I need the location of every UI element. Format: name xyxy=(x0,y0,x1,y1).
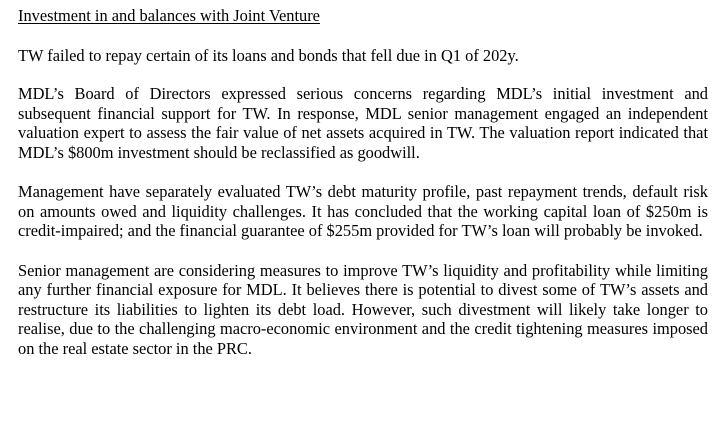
paragraph-management-evaluation: Management have separately evaluated TW’s debt maturity profile, past repayment trends, default risk on amounts owed and liquidity challenges. It has concluded that the working capital loan of $250m is credit-impaired; and the financial guarantee of $255m provided for TW’s loan will probably be invoked. xyxy=(18,182,708,240)
paragraph-improvement-measures: Senior management are considering measures to improve TW’s liquidity and profitability while limiting any further financial exposure for MDL. It believes there is potential to divest some of TW’s assets and restructure its liabilities to lighten its debt load. However, such divestment will likely take longer to realise, due to the challenging macro-economic environment and the credit tightening measures imposed on the real estate sector in the PRC. xyxy=(18,260,708,358)
section-heading: Investment in and balances with Joint Venture xyxy=(18,6,320,25)
document-body xyxy=(18,6,708,358)
paragraph-repayment-default: TW failed to repay certain of its loans and bonds that fell due in Q1 of 202y. xyxy=(18,45,519,65)
paragraph-board-concerns: MDL’s Board of Directors expressed serious concerns regarding MDL’s initial investment and subsequent financial support for TW. In response, MDL senior management engaged an independent valuation expert to assess the fair value of net assets acquired in TW. The valuation report indicated that MDL’s $800m investment should be reclassified as goodwill. xyxy=(18,84,708,162)
